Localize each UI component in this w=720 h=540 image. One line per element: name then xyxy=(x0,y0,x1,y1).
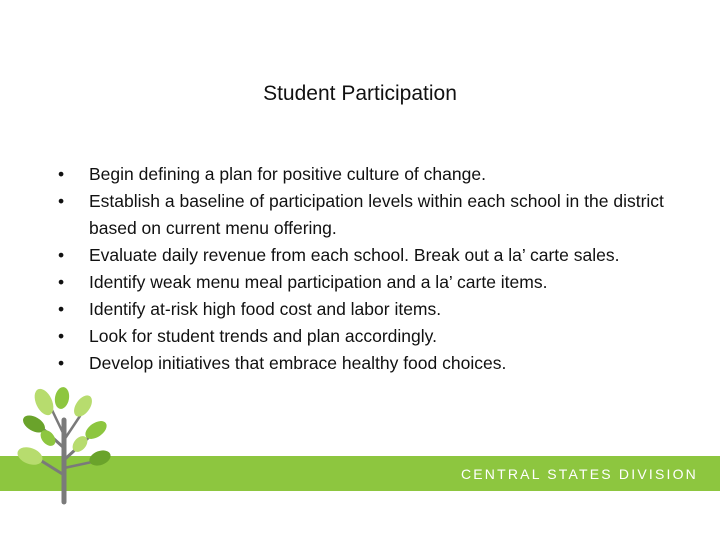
bullet-item: • Begin defining a plan for positive culture of change. xyxy=(58,161,668,188)
bullet-item: • Identify at-risk high food cost and labor items. xyxy=(58,296,668,323)
bullet-item: • Establish a baseline of participation levels within each school in the district based on current menu offering. xyxy=(58,188,668,242)
bullet-list xyxy=(58,161,668,377)
bullet-item: • Look for student trends and plan accordingly. xyxy=(58,323,668,350)
bullet-item: • Evaluate daily revenue from each school. Break out a la’ carte sales. xyxy=(58,242,668,269)
tree-logo-icon xyxy=(0,380,130,510)
division-label: CENTRAL STATES DIVISION xyxy=(460,466,698,482)
slide-title: Student Participation xyxy=(263,82,457,105)
bullet-item: • Develop initiatives that embrace healthy food choices. xyxy=(58,350,668,377)
bullet-item: • Identify weak menu meal participation and a la’ carte items. xyxy=(58,269,668,296)
